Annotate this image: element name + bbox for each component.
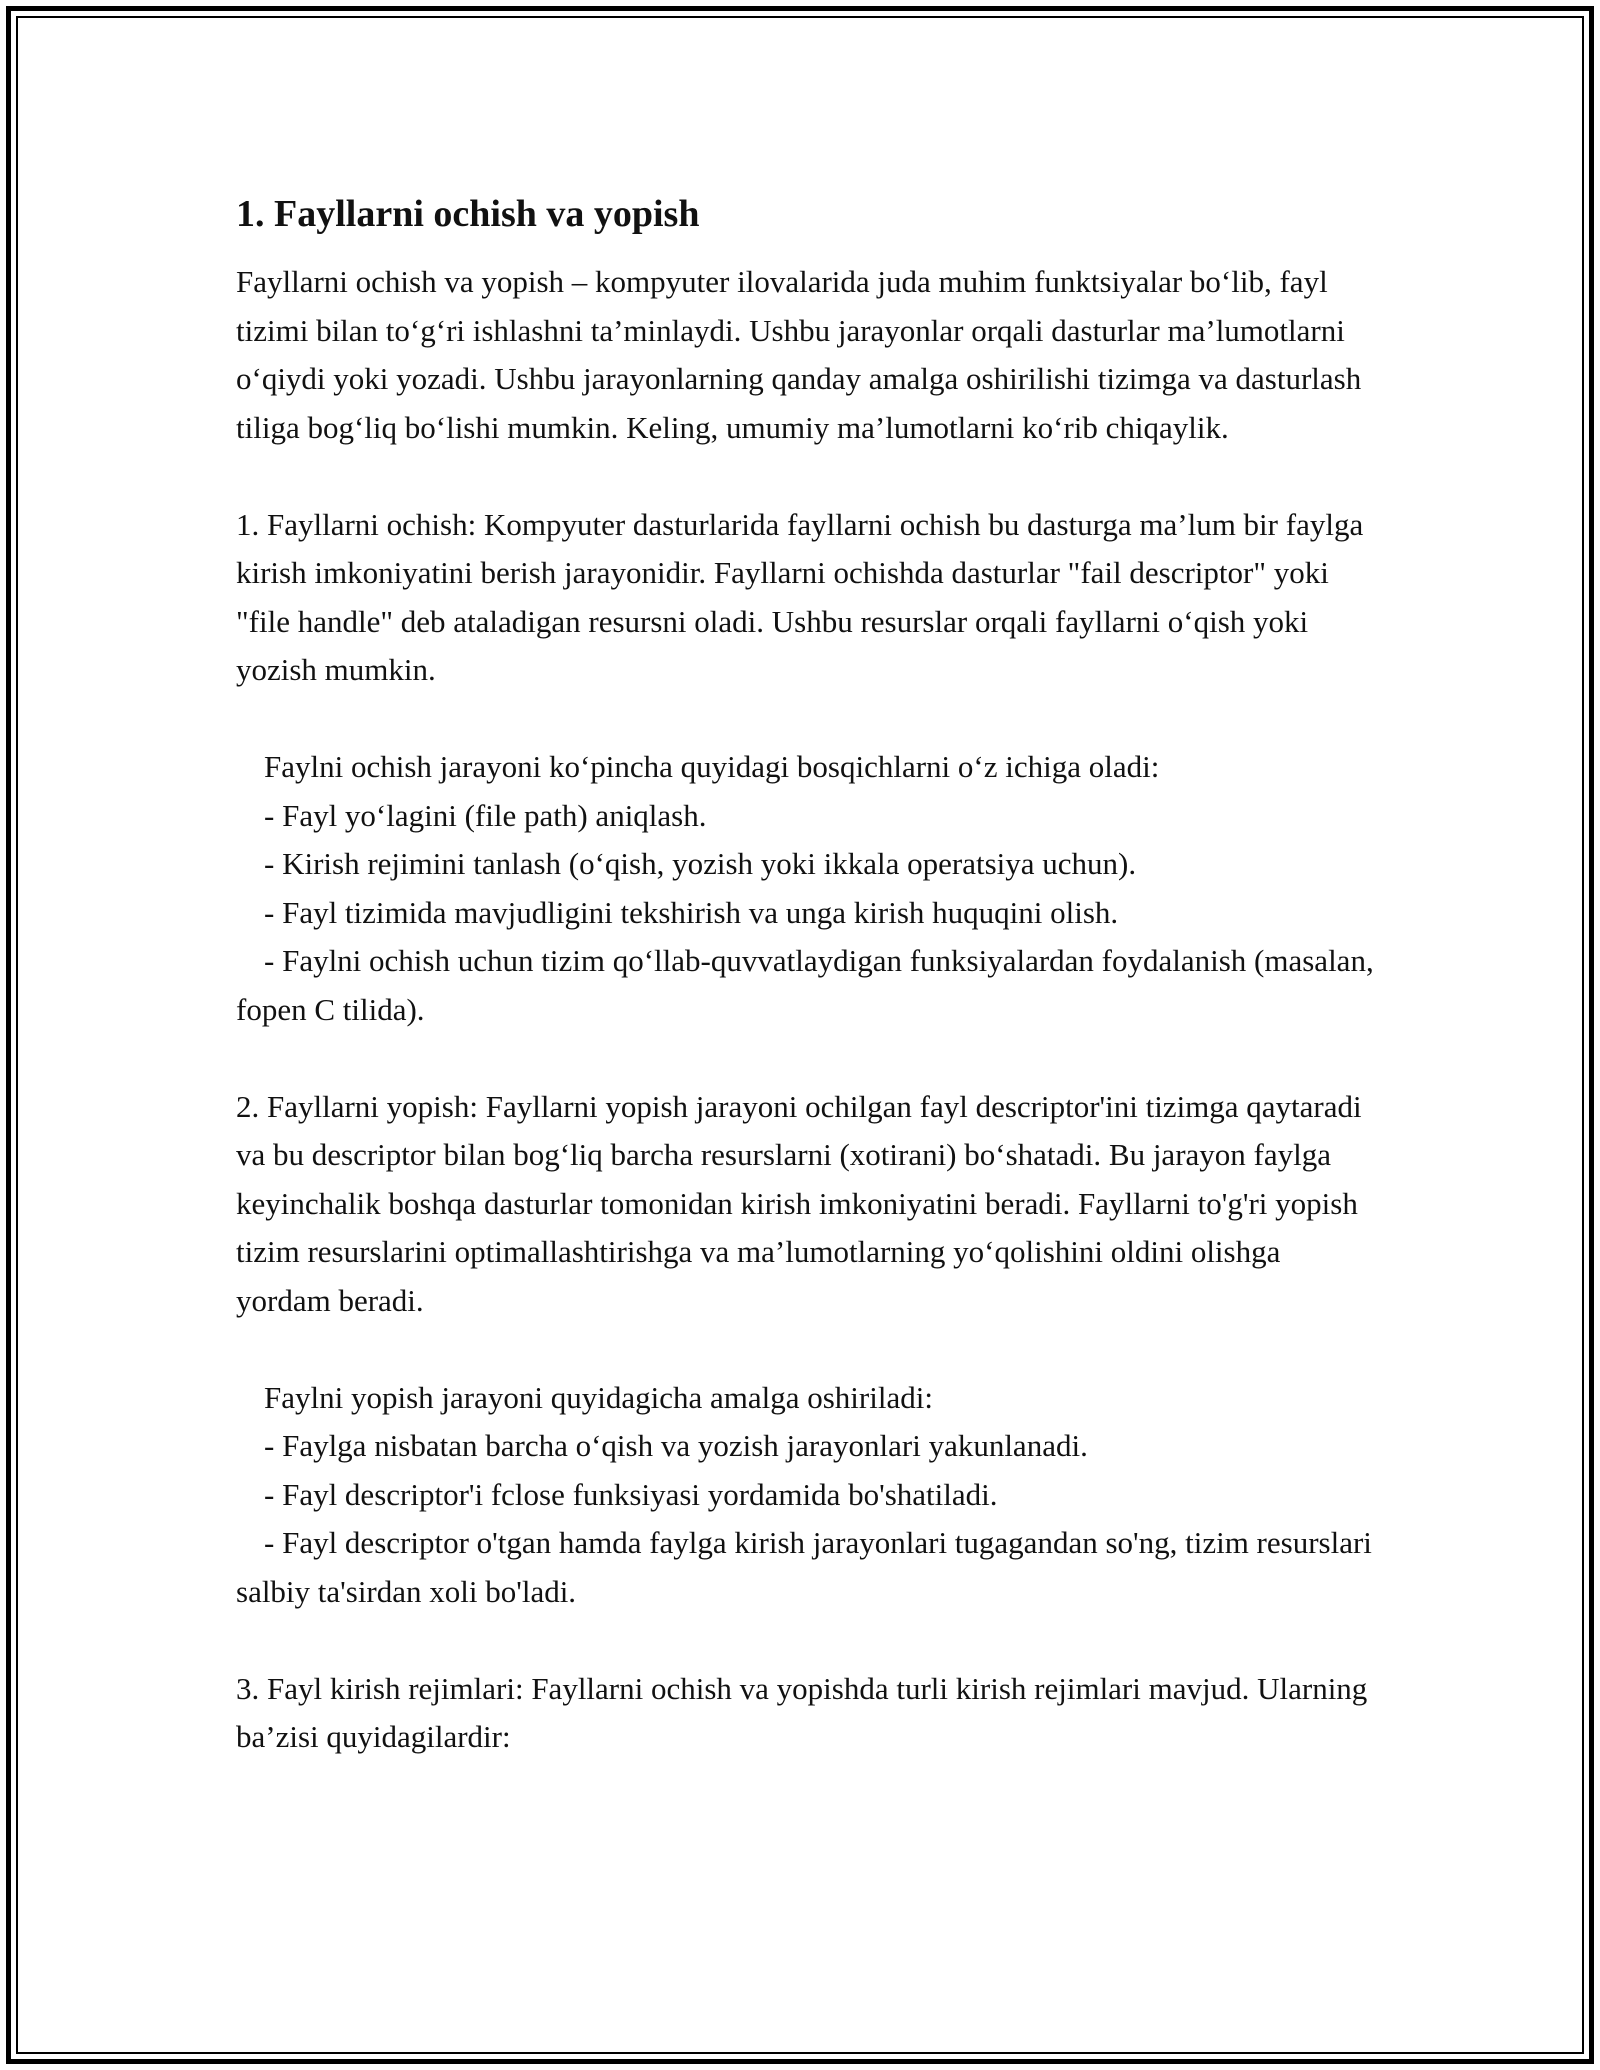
open-step-item: - Fayl tizimida mavjudligini tekshirish va unga kirish huquqini olish. [264,894,1119,930]
open-steps-intro: Faylni ochish jarayoni ko‘pincha quyidagi bosqichlarni o‘z ichiga oladi: [264,749,1160,784]
close-files-paragraph: 2. Fayllarni yopish: Fayllarni yopish jarayoni ochilgan fayl descriptor'ini tizimga qaytaradi va bu descriptor bilan bog‘liq barcha resurslarni (xotirani) bo‘shatadi. Bu jarayon faylga keyinchalik boshqa dasturlar tomonidan kirish imkoniyatini beradi. Fayllarni to'g'ri yopish tizim resurslarini optimallashtirishga va ma’lumotlarning yo‘qolishini oldini olishga yordam beradi. [236,1088,1362,1318]
paragraph-gap [236,452,1376,501]
intro-paragraph: Fayllarni ochish va yopish – kompyuter ilovalarida juda muhim funktsiyalar bo‘lib, fayl tizimi bilan to‘g‘ri ishlashni ta’minlaydi. Ushbu jarayonlar orqali dasturlar ma’lumotlarni o‘qiydi yoki yozadi. Ushbu jarayonlarning qanday amalga oshirilishi tizimga va dasturlash tiliga bog‘liq bo‘lishi mumkin. Keling, umumiy ma’lumotlarni ko‘rib chiqaylik. [236,264,1362,445]
close-step-item [236,1519,1376,1616]
close-step-item: - Fayl descriptor'i fclose funksiyasi yordamida bo'shatiladi. [264,1476,998,1512]
open-files-paragraph: 1. Fayllarni ochish: Kompyuter dasturlarida fayllarni ochish bu dasturga ma’lum bir faylga kirish imkoniyatini berish jarayonidir. Fayllarni ochishda dasturlar "fail descriptor" yoki "file handle" deb ataladigan resursni oladi. Ushbu resurslar orqali fayllarni o‘qish yoki yozish mumkin. [236,506,1364,687]
close-step-item: - Faylga nisbatan barcha o‘qish va yozish jarayonlari yakunlanadi. [264,1428,1088,1463]
open-step-item [236,937,1376,1034]
close-step-item-text: - Fayl descriptor o'tgan hamda faylga kirish jarayonlari tugagandan so'ng, tizim resurslari salbiy ta'sirdan xoli bo'ladi. [236,1525,1372,1609]
open-step-item: - Fayl yo‘lagini (file path) aniqlash. [264,797,707,833]
paragraph-gap [236,1325,1376,1374]
section-heading: 1. Fayllarni ochish va yopish [236,193,700,235]
paragraph-gap [236,1034,1376,1083]
open-step-item: - Kirish rejimini tanlash (o‘qish, yozish yoki ikkala operatsiya uchun). [264,846,1137,881]
open-step-item-text: - Faylni ochish uchun tizim qo‘llab-quvvatlaydigan funksiyalardan foydalanish (masalan, fopen C tilida). [236,943,1374,1027]
document-body [236,190,1376,1762]
paragraph-gap [236,1616,1376,1665]
paragraph-gap [236,695,1376,744]
access-modes-paragraph: 3. Fayl kirish rejimlari: Fayllarni ochish va yopishda turli kirish rejimlari mavjud. Ularning ba’zisi quyidagilardir: [236,1670,1368,1754]
close-steps-intro: Faylni yopish jarayoni quyidagicha amalga oshiriladi: [264,1379,933,1415]
